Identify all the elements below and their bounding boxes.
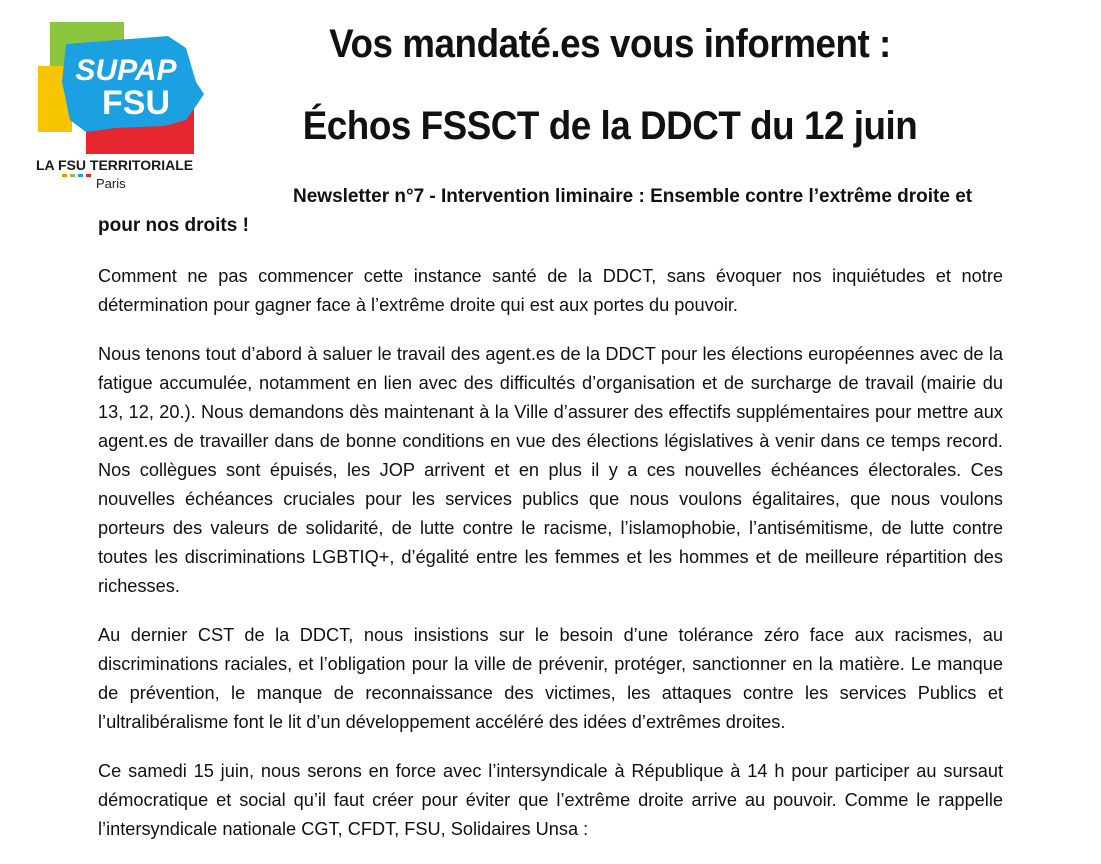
- logo-dot-red: [86, 174, 91, 177]
- newsletter-heading: [98, 182, 998, 240]
- supap-fsu-logo-graphic: [36, 22, 206, 192]
- supap-fsu-logo: [36, 22, 206, 192]
- logo-tagline: LA FSU TERRITORIALE: [36, 157, 194, 173]
- logo-brand-bottom: FSU: [102, 84, 170, 122]
- page-title: Vos mandaté.es vous informent :: [329, 22, 891, 66]
- paragraph-4: Ce samedi 15 juin, nous serons en force avec l’intersyndicale à République à 14 h pour participer au sursaut démocratique et social qu’il faut créer pour éviter que l’extrême droite arrive au pouvoir. Comme le rappelle l’intersyndicale nationale CGT, CFDT, FSU, Solidaires Unsa :: [98, 761, 1003, 839]
- page-subtitle: Échos FSSCT de la DDCT du 12 juin: [302, 104, 918, 148]
- logo-dot-orange: [62, 174, 67, 177]
- logo-dot-green: [70, 174, 75, 177]
- logo-brand-top: SUPAP: [75, 54, 177, 87]
- paragraph-2: Nous tenons tout d’abord à saluer le travail des agent.es de la DDCT pour les élections européennes avec de la fatigue accumulée, notamment en lien avec des difficultés d’organisation et de surcharge de travail (mairie du 13, 12, 20.). Nous demandons dès maintenant à la Ville d’assurer des effectifs supplémentaires pour mettre aux agent.es de travailler dans de bonne conditions en vue des élections législatives à venir dans ce temps record. Nos collègues sont épuisés, les JOP arrivent et en plus il y a ces nouvelles échéances électorales. Ces nouvelles échéances cruciales pour les services publics que nous voulons égalitaires, que nous voulons porteurs des valeurs de solidarité, de lutte contre le racisme, l’islamophobie, l’antisémitisme, de lutte contre toutes les discriminations LGBTIQ+, d’égalité entre les femmes et les hommes et de meilleure répartition des richesses.: [98, 344, 1003, 596]
- paragraph-3: Au dernier CST de la DDCT, nous insistions sur le besoin d’une tolérance zéro face aux racismes, au discriminations raciales, et l’obligation pour la ville de prévenir, protéger, sanctionner en la matière. Le manque de prévention, le manque de reconnaissance des victimes, les attaques contre les services Publics et l’ultralibéralisme font le lit d’un développement accéléré des idées d’extrêmes droites.: [98, 625, 1003, 732]
- header: [200, 18, 1020, 152]
- logo-dot-blue: [78, 174, 83, 177]
- paragraph-1: Comment ne pas commencer cette instance santé de la DDCT, sans évoquer nos inquiétudes et notre détermination pour gagner face à l’extrême droite qui est aux portes du pouvoir.: [98, 266, 1003, 315]
- article-body: [98, 262, 1003, 864]
- logo-city: Paris: [96, 176, 126, 191]
- newsletter-heading-text: Newsletter n°7 - Intervention liminaire : Ensemble contre l’extrême droite et pour nos droits !: [98, 186, 973, 236]
